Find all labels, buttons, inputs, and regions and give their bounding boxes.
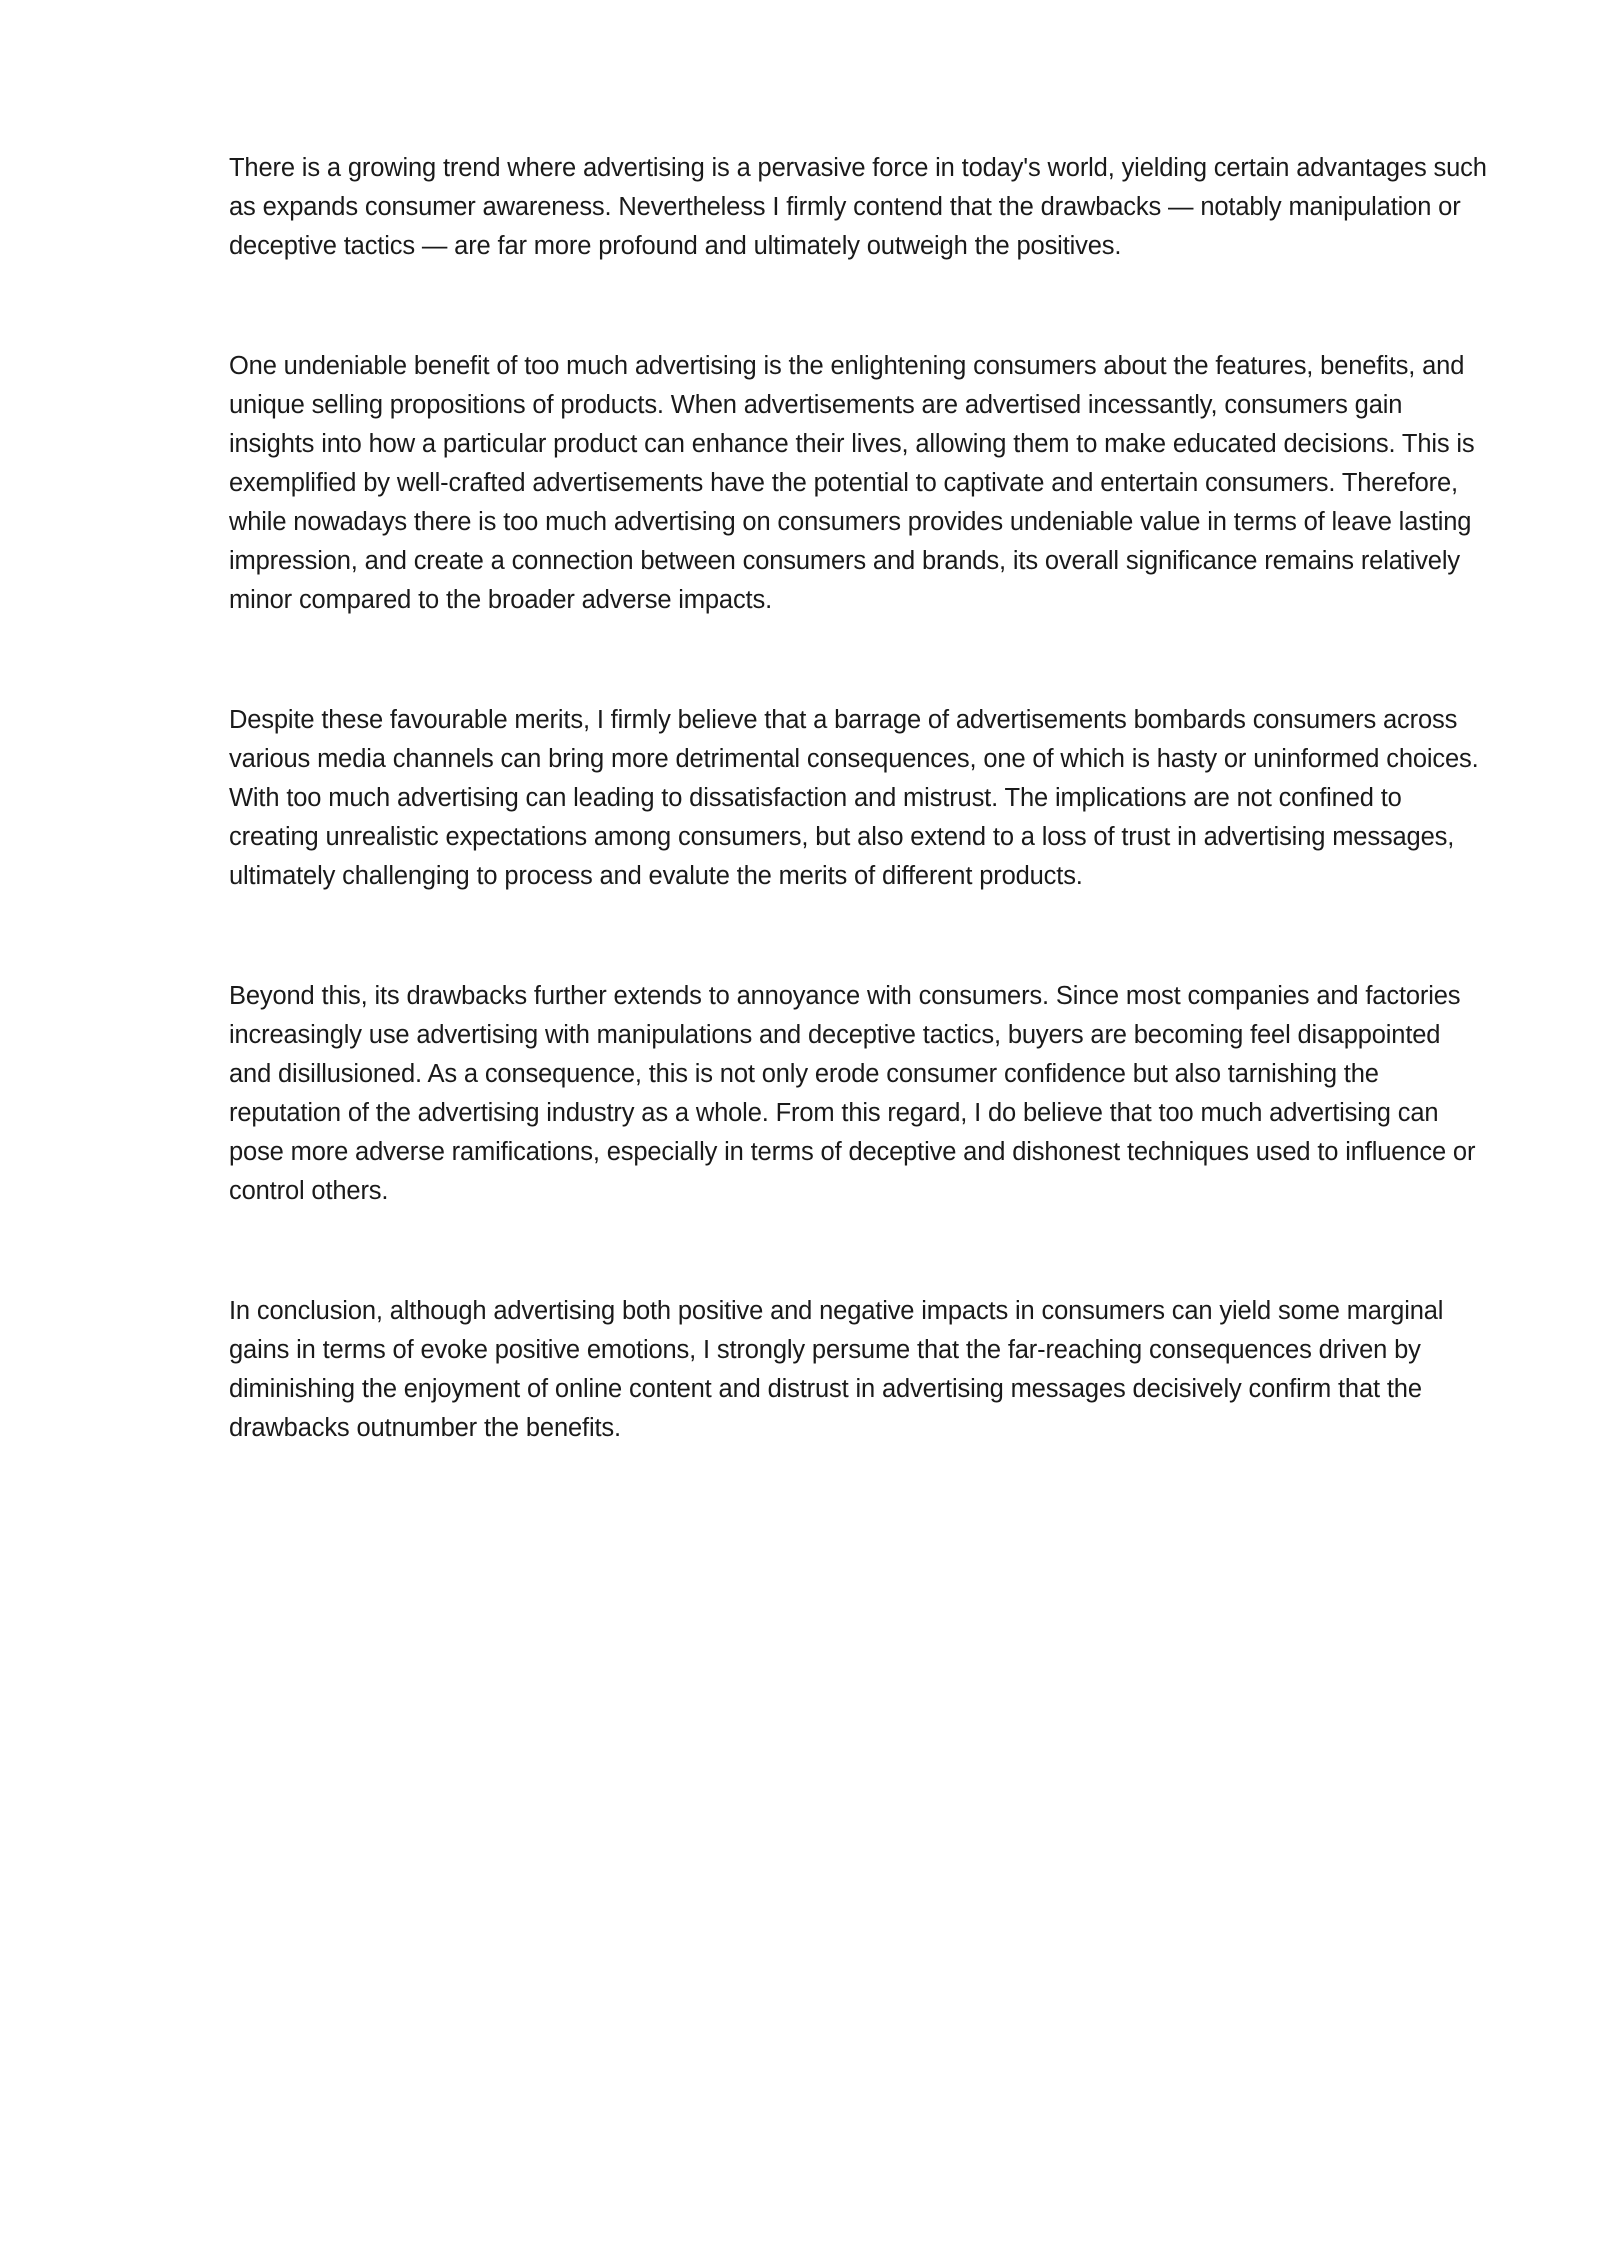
paragraph-further-drawbacks: Beyond this, its drawbacks further extends to annoyance with consumers. Since most companies and factories increasingly use advertising with manipulations and deceptive tactics, buyers are becoming feel disappointed and disillusioned. As a consequence, this is not only erode consumer confidence but also tarnishing the reputation of the advertising industry as a whole. From this regard, I do believe that too much advertising can pose more adverse ramifications, especially in terms of deceptive and dishonest techniques used to influence or control others. (229, 982, 1476, 1205)
paragraph-conclusion: In conclusion, although advertising both positive and negative impacts in consumers can yield some marginal gains in terms of evoke positive emotions, I strongly persume that the far-reaching consequences driven by diminishing the enjoyment of online content and distrust in advertising messages decisively confirm that the drawbacks outnumber the benefits. (229, 1297, 1444, 1442)
paragraph-introduction: There is a growing trend where advertising is a pervasive force in today's world, yielding certain advantages such as expands consumer awareness. Nevertheless I firmly contend that the drawbacks — notably manipulation or deceptive tactics — are far more profound and ultimately outweigh the positives. (229, 154, 1487, 260)
essay-body (229, 149, 1489, 1448)
paragraph-benefits: One undeniable benefit of too much advertising is the enlightening consumers about the features, benefits, and unique selling propositions of products. When advertisements are advertised incessantly, consumers gain insights into how a particular product can enhance their lives, allowing them to make educated decisions. This is exemplified by well-crafted advertisements have the potential to captivate and entertain consumers. Therefore, while nowadays there is too much advertising on consumers provides undeniable value in terms of leave lasting impression, and create a connection between consumers and brands, its overall significance remains relatively minor compared to the broader adverse impacts. (229, 352, 1475, 614)
paragraph-drawbacks: Despite these favourable merits, I firmly believe that a barrage of advertisements bombards consumers across various media channels can bring more detrimental consequences, one of which is hasty or uninformed choices. With too much advertising can leading to dissatisfaction and mistrust. The implications are not confined to creating unrealistic expectations among consumers, but also extend to a loss of trust in advertising messages, ultimately challenging to process and evalute the merits of different products. (229, 706, 1479, 890)
